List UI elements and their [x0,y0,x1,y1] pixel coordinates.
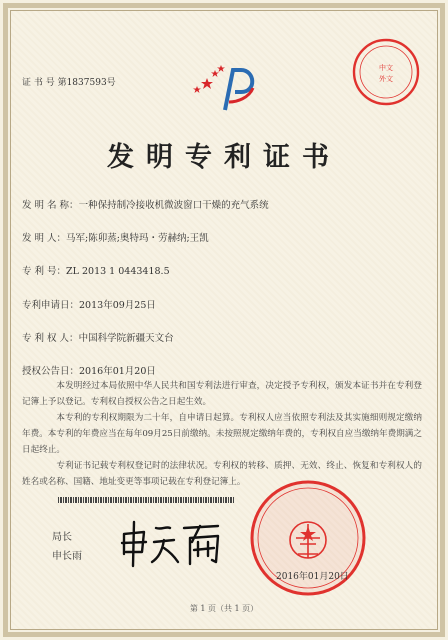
field-label: 专 利 号： [22,266,67,277]
body-text [22,378,422,490]
barcode [58,497,234,503]
seal-line-1: 中文 [379,64,393,72]
field-label: 发 明 名 称： [22,200,79,211]
code-seal [350,36,422,108]
certificate-number: 证 书 号 第1837593号 [22,78,116,88]
field-value: 中国科学院新疆天文台 [78,333,174,344]
field-patent-number [22,263,170,277]
field-value: 一种保持制冷接收机微波窗口干燥的充气系统 [78,200,269,211]
field-filing-date [22,297,156,311]
field-label: 专利申请日： [22,300,80,311]
field-value: 2016年01月20日 [79,366,156,377]
field-invention-name [22,197,269,211]
field-patentee [22,330,174,344]
paragraph-3: 专利证书记载专利权登记时的法律状况。专利权的转移、质押、无效、终止、恢复和专利权人的姓名或名称、国籍、地址变更等事项记载在专利登记簿上。 [22,461,422,487]
paragraph-2: 本专利的专利权期限为二十年，自申请日起算。专利权人应当依照专利法及其实施细则规定缴纳年费。本专利的年费应当在每年09月25日前缴纳。未按照规定缴纳年费的，专利权自应当缴纳年费期满之日起终止。 [22,413,422,455]
field-value: 2013年09月25日 [79,300,156,311]
seal-line-2: 外文 [379,75,393,83]
field-inventors [22,230,209,244]
page-title: 发明专利证书 [107,142,341,173]
patent-office-logo [193,62,263,112]
field-value: 马军;陈卯蒸;奥特玛・劳赫纳;王凯 [66,233,209,244]
seal-date: 2016年01月20日 [276,572,349,582]
field-label: 授权公告日： [22,366,80,377]
page-footer: 第 1 页（共 1 页） [189,604,259,613]
handwritten-signature [118,512,228,572]
signatory-name: 申长雨 [52,551,82,562]
field-label: 专 利 权 人： [22,333,79,344]
field-label: 发 明 人： [22,233,67,244]
signatory-title: 局长 [52,532,72,543]
field-value: ZL 2013 1 0443418.5 [66,266,170,277]
paragraph-1: 本发明经过本局依照中华人民共和国专利法进行审查，决定授予专利权，颁发本证书并在专利登记簿上予以登记。专利权自授权公告之日起生效。 [22,381,422,407]
field-grant-date [22,363,156,377]
